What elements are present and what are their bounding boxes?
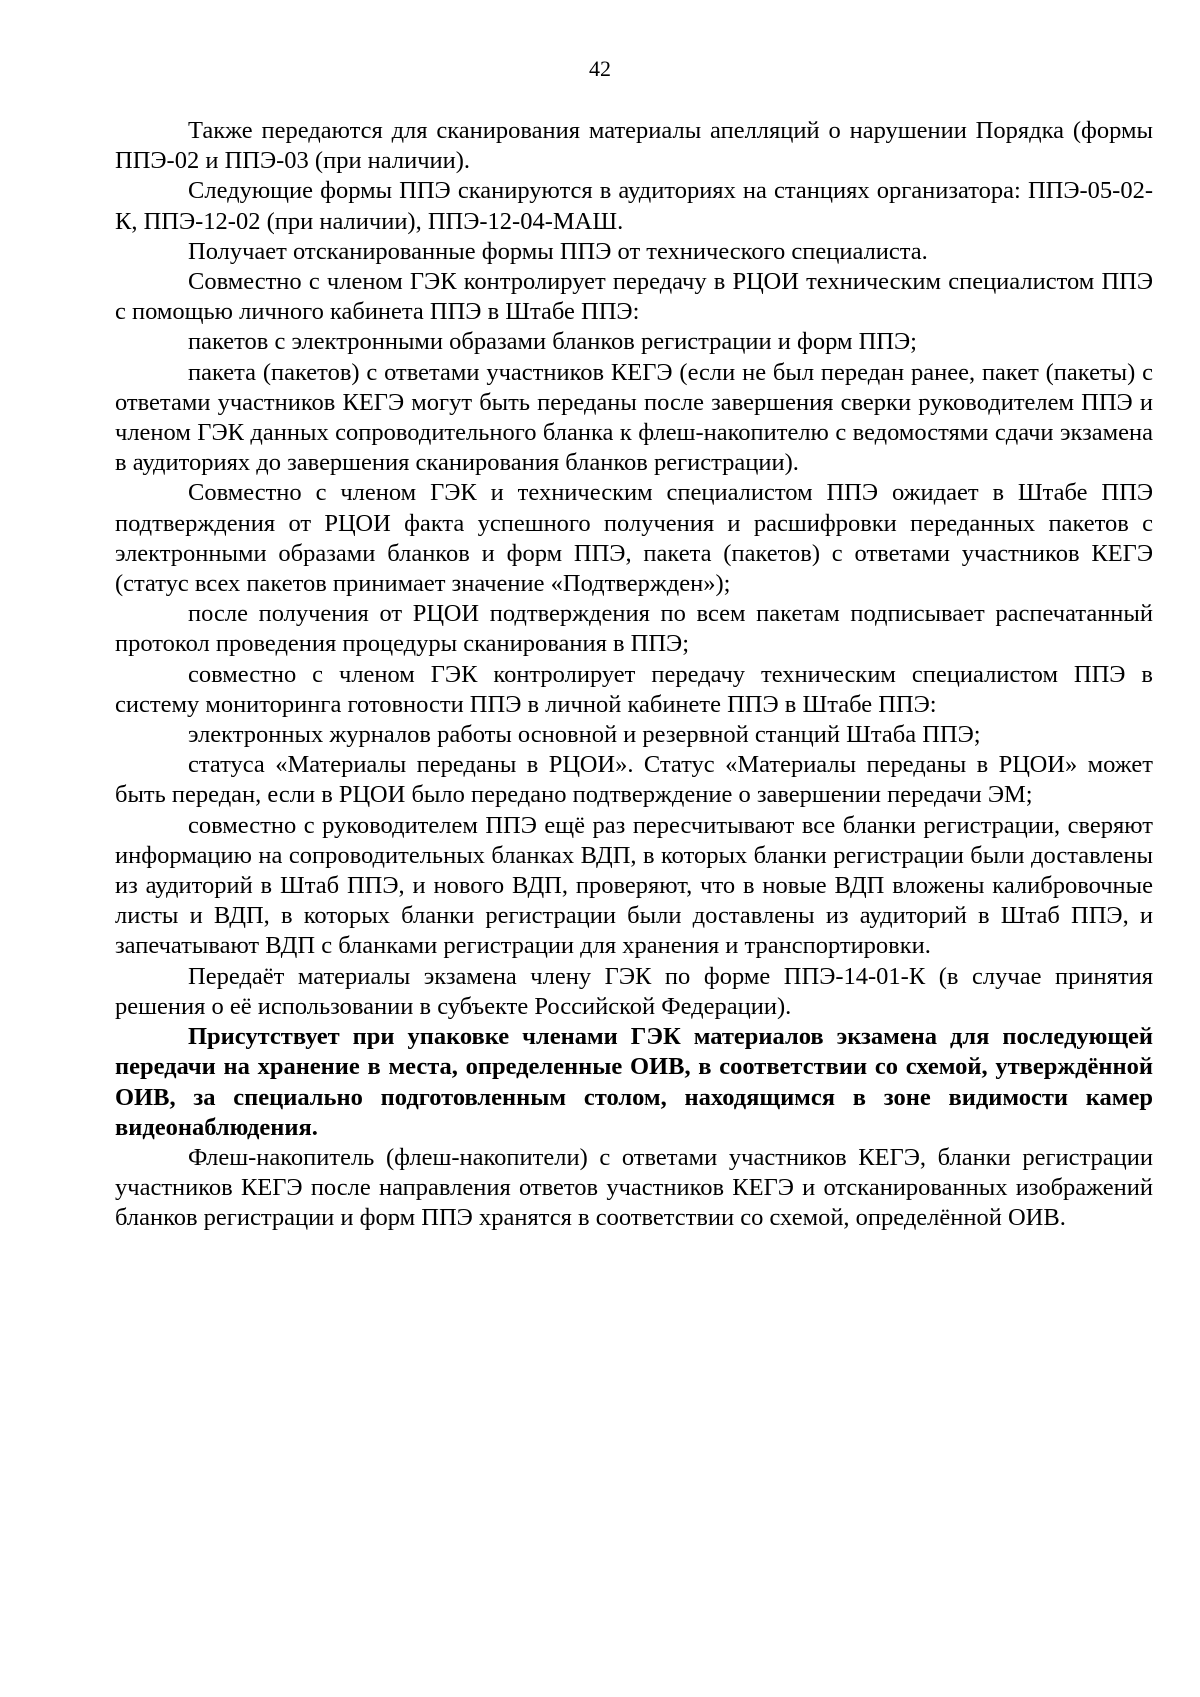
paragraph-4: Совместно с членом ГЭК контролирует передачу в РЦОИ техническим специалистом ППЭ с помощью личного кабинета ППЭ в Штабе ППЭ: <box>115 268 1153 326</box>
paragraph-9: совместно с членом ГЭК контролирует передачу техническим специалистом ППЭ в систему мониторинга готовности ППЭ в личной кабинете ППЭ в Штабе ППЭ: <box>115 660 1153 718</box>
paragraph-8: после получения от РЦОИ подтверждения по всем пакетам подписывает распечатанный протокол проведения процедуры сканирования в ППЭ; <box>115 600 1153 658</box>
paragraph-13: Передаёт материалы экзамена члену ГЭК по форме ППЭ-14-01-К (в случае принятия решения о её использовании в субъекте Российской Федерации). <box>115 962 1153 1020</box>
paragraph-10: электронных журналов работы основной и резервной станций Штаба ППЭ; <box>188 721 981 749</box>
page-number: 42 <box>589 56 611 81</box>
paragraph-15: Флеш-накопитель (флеш-накопители) с ответами участников КЕГЭ, бланки регистрации участников КЕГЭ после направления ответов участников КЕГЭ и отсканированных изображений бланков регистрации и форм ППЭ хранятся в соответствии со схемой, определённой ОИВ. <box>115 1143 1153 1232</box>
paragraph-7: Совместно с членом ГЭК и техническим специалистом ППЭ ожидает в Штабе ППЭ подтверждения от РЦОИ факта успешного получения и расшифровки переданных пакетов с электронными образами бланков и форм ППЭ, пакета (пакетов) с ответами участников КЕГЭ (статус всех пакетов принимает значение «Подтвержден»); <box>115 479 1153 598</box>
paragraph-12: совместно с руководителем ППЭ ещё раз пересчитывают все бланки регистрации, сверяют информацию на сопроводительных бланках ВДП, в которых бланки регистрации были доставлены из аудиторий в Штаб ППЭ, и нового ВДП, проверяют, что в новые ВДП вложены калибровочные листы и ВДП, в которых бланки регистрации были доставлены из аудиторий в Штаб ППЭ, и запечатывают ВДП с бланками регистрации для хранения и транспортировки. <box>115 811 1153 960</box>
paragraph-14-bold: Присутствует при упаковке членами ГЭК материалов экзамена для последующей передачи на хранение в места, определенные ОИВ, в соответствии со схемой, утверждённой ОИВ, за специально подготовленным столом, находящимся в зоне видимости камер видеонаблюдения. <box>115 1023 1153 1141</box>
document-body <box>115 116 1153 1234</box>
paragraph-6: пакета (пакетов) с ответами участников КЕГЭ (если не был передан ранее, пакет (пакеты) с ответами участников КЕГЭ могут быть переданы после завершения сверки руководителем ППЭ и членом ГЭК данных сопроводительного бланка к флеш-накопителю с ведомостями сдачи экзамена в аудиториях до завершения сканирования бланков регистрации). <box>115 358 1153 477</box>
paragraph-11: статуса «Материалы переданы в РЦОИ». Статус «Материалы переданы в РЦОИ» может быть передан, если в РЦОИ было передано подтверждение о завершении передачи ЭМ; <box>115 751 1153 809</box>
paragraph-5: пакетов с электронными образами бланков регистрации и форм ППЭ; <box>188 328 917 356</box>
paragraph-1: Также передаются для сканирования материалы апелляций о нарушении Порядка (формы ППЭ-02 и ППЭ-03 (при наличии). <box>115 117 1153 175</box>
paragraph-2: Следующие формы ППЭ сканируются в аудиториях на станциях организатора: ППЭ-05-02-К, ППЭ-12-02 (при наличии), ППЭ-12-04-МАШ. <box>115 177 1153 235</box>
paragraph-3: Получает отсканированные формы ППЭ от технического специалиста. <box>188 237 928 265</box>
